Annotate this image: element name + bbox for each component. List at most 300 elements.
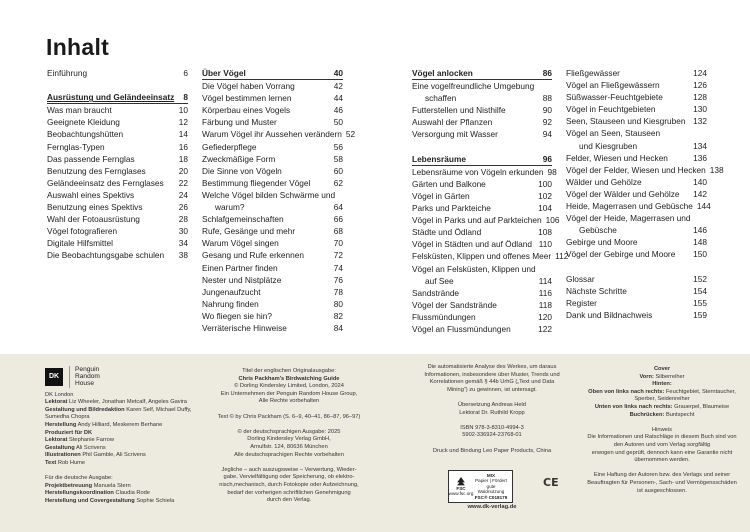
toc-page-number: 140	[693, 176, 707, 187]
toc-page-number	[703, 212, 707, 224]
toc-page-number: 155	[693, 297, 707, 308]
toc-entry	[47, 104, 188, 116]
toc-spacer	[47, 79, 188, 91]
credit-line	[45, 498, 205, 506]
credit-name: Ali Scrivens	[76, 444, 106, 451]
toc-entry-title: Seen, Stauseen und Kiesgruben	[566, 116, 686, 127]
toc-page-number: 112	[555, 251, 569, 262]
toc-page-number: 86	[542, 68, 552, 78]
toc-entry	[412, 166, 557, 178]
hint-line: Eine Haftung der Autoren bzw. des Verlags und seiner	[593, 472, 731, 479]
credit-name: Sumedha Chopra	[45, 414, 90, 421]
toc-entry-title: Sandstrände	[412, 287, 460, 298]
toc-page-number: 24	[178, 189, 188, 200]
toc-entry-title: schaffen	[425, 93, 457, 104]
toc-page-number: 62	[333, 177, 343, 188]
credit-line	[45, 414, 205, 422]
toc-entry-title: Benutzung eines Spektivs	[47, 202, 143, 213]
cover-credit-text: Grauerpel, Blaumeise	[674, 403, 730, 410]
toc-entry	[566, 188, 707, 200]
toc-page-number: 124	[693, 68, 707, 78]
toc-page-number: 88	[542, 93, 552, 104]
copyright-line: Text © by Chris Packham (S. 6–9, 40–41, 86–87, 96–97)	[217, 413, 361, 420]
toc-entry-title: warum?	[215, 202, 245, 213]
toc-entry	[202, 298, 343, 310]
toc-entry	[202, 80, 343, 92]
toc-page-number: 52	[345, 129, 356, 140]
toc-page-number: 8	[183, 92, 188, 103]
cover-credit-line	[587, 404, 737, 412]
cover-credit-text: Feuchtgebiet, Sterntaucher,	[665, 388, 736, 395]
toc-page-number: 6	[183, 68, 188, 78]
toc-page-number: 159	[693, 309, 707, 320]
toc-entry-title: Nester und Nistplätze	[202, 274, 282, 285]
toc-page-number: 134	[693, 140, 707, 151]
toc-entry-title: Vögel in Städten und auf Ödland	[412, 239, 532, 250]
toc-entry-title: Futterstellen und Nisthilfe	[412, 105, 506, 116]
toc-entry-title: Vögel anlocken	[412, 68, 473, 78]
copyright-line: Alle deutschsprachigen Rechte vorbehalten	[234, 451, 344, 458]
toc-page-number: 110	[538, 239, 552, 250]
toc-entry	[412, 178, 552, 190]
toc-entry	[47, 153, 188, 165]
legal-line: Mining“) zu gewinnen, ist untersagt.	[447, 386, 537, 393]
toc-page-number	[548, 263, 552, 275]
ce-mark-icon: CE	[543, 476, 559, 489]
toc-entry	[47, 237, 188, 249]
toc-entry	[202, 128, 356, 140]
toc-entry-title: Felder, Wiesen und Hecken	[566, 152, 668, 163]
copyright-line: Titel der englischen Originalausgabe:	[242, 368, 336, 374]
toc-entry	[412, 323, 552, 335]
fsc-text: MIX Papier | Fördert gute Waldnutzung FSC® C018179	[474, 473, 508, 500]
credit-line	[45, 483, 205, 491]
toc-page-number: 60	[333, 165, 343, 176]
toc-entry-title: Die Vögel haben Vorrang	[202, 81, 295, 92]
cover-credit-text: Sperber, Seidenreiher	[634, 396, 690, 403]
toc-entry-title: Nächste Schritte	[566, 285, 627, 296]
cover-credit-label: Vorn:	[639, 373, 654, 380]
credit-line	[45, 445, 205, 453]
legal-line: Übersetzung Andreas Held	[458, 401, 526, 408]
copyright-line: © Dorling Kindersley Limited, London, 2024	[234, 383, 344, 390]
toc-entry	[566, 248, 707, 260]
toc-page-number: 142	[693, 188, 707, 199]
toc-page-number: 98	[547, 166, 557, 177]
credit-role: Herstellung und Covergestaltung	[45, 497, 135, 504]
toc-entry	[47, 141, 188, 153]
hint-line: Die Informationen und Ratschläge in diesem Buch sind von	[587, 434, 737, 441]
toc-entry	[566, 236, 707, 248]
toc-entry	[202, 213, 343, 225]
toc-entry-title: Süßwasser-Feuchtgebiete	[566, 92, 663, 103]
toc-entry	[566, 115, 707, 127]
credit-line	[45, 468, 205, 476]
toc-entry	[566, 309, 707, 321]
toc-entry	[412, 128, 552, 140]
toc-entry-title: Digitale Hilfsmittel	[47, 238, 113, 249]
toc-entry-title: Vögel bestimmen lernen	[202, 93, 292, 104]
toc-entry-title: Wahl der Fotoausrüstung	[47, 214, 140, 225]
credit-line	[45, 490, 205, 498]
toc-entry-title: Gefiederpflege	[202, 141, 257, 152]
toc-entry-title: Beobachtungshütten	[47, 129, 124, 140]
toc-entry-title: Warum Vögel singen	[202, 238, 279, 249]
credit-name: Claudia Rode	[115, 490, 150, 497]
dk-logo-icon: DK	[45, 368, 63, 386]
toc-entry	[566, 200, 711, 212]
toc-entry-title: und Kiesgruben	[579, 140, 638, 151]
copyright-line: Alle Rechte vorbehalten	[258, 398, 320, 405]
toc-entry	[412, 263, 552, 275]
toc-entry-title: Städte und Ödland	[412, 227, 482, 238]
toc-entry	[566, 103, 707, 115]
toc-page-number: 120	[538, 311, 552, 322]
credit-role: Lektorat	[45, 399, 68, 406]
toc-entry	[47, 116, 188, 128]
url-container	[412, 354, 572, 532]
credit-role: Gestaltung und Bildredaktion	[45, 406, 125, 413]
toc-entry	[202, 225, 343, 237]
toc-entry	[566, 212, 707, 224]
toc-page-number: 56	[333, 141, 343, 152]
toc-entry-title: Vögel an Seen, Stauseen	[566, 128, 661, 139]
toc-page-number: 128	[693, 92, 707, 103]
credit-role: Herstellung	[45, 421, 77, 428]
hint-line: erwogen und geprüft, dennoch kann eine Garantie nicht	[591, 449, 733, 456]
toc-entry-title: Geländeeinsatz des Fernglases	[47, 177, 164, 188]
cover-credit-line	[587, 412, 737, 420]
toc-page-number: 108	[538, 227, 552, 238]
toc-page-number: 102	[538, 190, 552, 201]
cover-credit-label: Oben von links nach rechts:	[588, 388, 665, 395]
toc-page-number: 118	[538, 299, 552, 310]
toc-page-number: 136	[693, 152, 707, 163]
toc-entry	[412, 92, 552, 104]
toc-page-number: 20	[178, 165, 188, 176]
toc-page-number: 14	[178, 129, 188, 140]
toc-entry-title: Vögel der Heide, Magerrasen und	[566, 213, 691, 224]
toc-page-number: 64	[333, 202, 343, 213]
toc-entry-title: Lebensräume	[412, 153, 466, 164]
toc-page-number: 44	[333, 93, 343, 104]
toc-entry	[566, 273, 707, 285]
toc-page-number: 78	[333, 286, 343, 297]
credit-role: Gestaltung	[45, 444, 75, 451]
toc-page-number: 50	[333, 117, 343, 128]
legal-line: Korrelationen gemäß § 44b UrhG („Text und Data	[429, 379, 555, 386]
penguin-random-house-logo: Penguin Random House	[69, 366, 100, 388]
legal-line: ISBN 978-3-8310-4994-3	[460, 424, 524, 431]
legal-line: Die automatisierte Analyse des Werkes, um daraus	[427, 364, 557, 370]
publisher-url[interactable]: www.dk-verlag.de	[467, 504, 517, 510]
toc-entry	[412, 190, 552, 202]
toc-page-number: 116	[538, 287, 552, 298]
copyright-line	[213, 421, 365, 429]
copyright-line: © der deutschsprachigen Ausgabe: 2025	[237, 428, 341, 435]
credit-name: DK London	[45, 391, 74, 398]
cover-credit-label: Buchrücken:	[629, 411, 665, 418]
toc-page-number: 82	[333, 310, 343, 321]
toc-page-number: 84	[333, 322, 343, 333]
toc-entry	[202, 92, 343, 104]
toc-entry	[47, 67, 188, 79]
toc-page-number: 94	[542, 129, 552, 140]
toc-page-number	[703, 127, 707, 139]
toc-column-2	[202, 67, 356, 334]
cover-credit-label: Hinten:	[652, 381, 672, 388]
toc-page-number: 40	[333, 68, 343, 78]
toc-entry	[412, 275, 552, 287]
toc-entry-title: Fließgewässer	[566, 68, 620, 78]
toc-entry-title: auf See	[425, 275, 454, 286]
toc-entry	[202, 237, 343, 249]
copyright-line	[213, 459, 365, 467]
toc-entry-title: Einführung	[47, 68, 88, 78]
credit-line	[45, 430, 205, 438]
toc-entry	[47, 213, 188, 225]
toc-entry	[202, 262, 343, 274]
toc-entry-title: Auswahl der Pflanzen	[412, 117, 493, 128]
copyright-line: Jegliche – auch auszugsweise – Verwertung, Wieder-	[221, 466, 357, 473]
toc-entry	[566, 67, 707, 79]
page-title: Inhalt	[46, 34, 110, 60]
toc-spacer	[412, 141, 552, 153]
toc-entry	[412, 214, 560, 226]
toc-page-number: 10	[178, 105, 188, 116]
copyright-line: durch den Verlag.	[266, 497, 312, 504]
toc-entry-title: Parks und Parkteiche	[412, 203, 491, 214]
toc-entry-title: Das passende Fernglas	[47, 153, 135, 164]
toc-spacer	[566, 261, 707, 273]
toc-entry	[202, 104, 343, 116]
toc-entry	[202, 153, 343, 165]
toc-entry	[566, 297, 707, 309]
toc-page-number: 58	[333, 153, 343, 164]
toc-page-number: 16	[178, 141, 188, 152]
toc-page-number: 26	[178, 202, 188, 213]
credit-name: Andy Hilliard, Meskerem Berhane	[77, 421, 163, 428]
toc-entry-title: Versorgung mit Wasser	[412, 129, 498, 140]
legal-line: 5902-336924-23768-01	[462, 432, 522, 439]
cover-credit-text: Silberreiher	[655, 373, 685, 380]
hint-line: übernommen werden.	[634, 457, 690, 464]
toc-entry	[47, 165, 188, 177]
cover-credit-line	[587, 374, 737, 382]
toc-page-number	[339, 189, 343, 201]
imprint-credits	[45, 366, 205, 506]
toc-page-number: 90	[542, 105, 552, 116]
toc-section-heading	[47, 91, 188, 104]
toc-entry	[412, 250, 569, 262]
copyright-line: nisch,mechanisch, durch Fotokopie oder Aufzeichnung,	[219, 481, 359, 488]
toc-entry-title: Flussmündungen	[412, 311, 476, 322]
toc-page-number: 22	[178, 177, 188, 188]
toc-entry	[202, 189, 343, 201]
toc-entry	[202, 322, 343, 334]
toc-entry-title: Vögel der Sandstrände	[412, 299, 497, 310]
toc-entry-title: Die Sinne von Vögeln	[202, 165, 282, 176]
toc-entry-title: Felsküsten, Klippen und offenes Meer	[412, 251, 552, 262]
copyright-line: bedarf der vorherigen schriftlichen Genehmigung	[227, 489, 351, 496]
credit-name: Sophie Schiela	[136, 497, 175, 504]
toc-page-number: 132	[693, 116, 707, 127]
credit-line	[45, 452, 205, 460]
toc-page-number: 38	[178, 250, 188, 261]
toc-entry-title: Vögel an Fließgewässern	[566, 80, 660, 91]
toc-page-number: 74	[333, 262, 343, 273]
toc-column-1	[47, 67, 188, 262]
toc-entry-title: Vögel fotografieren	[47, 226, 118, 237]
toc-page-number: 138	[709, 164, 724, 175]
toc-page-number: 68	[333, 226, 343, 237]
legal-line: Druck und Bindung Leo Paper Products, China	[432, 447, 552, 454]
toc-page-number: 18	[178, 153, 188, 164]
toc-page-number: 92	[542, 117, 552, 128]
toc-entry	[47, 177, 188, 189]
toc-page-number: 72	[333, 250, 343, 261]
toc-entry-title: Über Vögel	[202, 68, 246, 78]
toc-entry-title: Gesang und Rufe erkennen	[202, 250, 304, 261]
toc-page-number: 100	[538, 178, 552, 189]
credit-role: Text	[45, 459, 57, 466]
imprint-cover-notes	[587, 366, 737, 495]
toc-entry-title: Rufe, Gesänge und mehr	[202, 226, 296, 237]
toc-entry	[202, 249, 343, 261]
credit-line	[45, 475, 205, 483]
toc-entry-title: Warum Vögel ihr Aussehen verändern	[202, 129, 342, 140]
toc-entry	[566, 127, 707, 139]
toc-page-number: 12	[178, 117, 188, 128]
toc-page-number: 152	[693, 273, 707, 284]
toc-page-number: 144	[696, 201, 711, 212]
toc-entry-title: Dank und Bildnachweis	[566, 309, 653, 320]
toc-entry	[566, 91, 707, 103]
copyright-line: gabe, Vervielfältigung oder Speicherung, ob elektro-	[223, 474, 355, 481]
toc-entry	[566, 152, 707, 164]
hint-line: Beauftragten für Personen-, Sach- und Vermögensschäden	[587, 479, 737, 486]
toc-entry-title: Verräterische Hinweise	[202, 322, 287, 333]
toc-entry-title: Vögel an Felsküsten, Klippen und	[412, 263, 536, 274]
toc-entry-title: Vögel in Gärten	[412, 190, 470, 201]
toc-page-number: 148	[693, 237, 707, 248]
toc-entry-title: Nahrung finden	[202, 298, 259, 309]
copyright-line: Arnulfstr. 124, 80636 München	[250, 443, 328, 450]
toc-page-number: 106	[545, 215, 560, 226]
toc-entry-title: Geeignete Kleidung	[47, 117, 120, 128]
toc-entry-title: Gebirge und Moore	[566, 237, 638, 248]
credit-line	[45, 407, 205, 415]
toc-entry-title: Vögel an Flussmündungen	[412, 323, 511, 334]
toc-entry-title: Vögel der Gebirge und Moore	[566, 249, 676, 260]
legal-line: Informationen, insbesondere über Muster, Trends und	[424, 371, 560, 378]
credit-line	[45, 399, 205, 407]
toc-entry	[412, 202, 552, 214]
toc-page-number: 80	[333, 298, 343, 309]
toc-entry-title: Jungenaufzucht	[202, 286, 261, 297]
cover-credit-line	[587, 381, 737, 389]
toc-page-number: 146	[693, 225, 707, 236]
toc-entry	[412, 287, 552, 299]
credit-line	[45, 422, 205, 430]
legal-line: Lektorat Dr. Ruthild Kropp	[459, 409, 525, 416]
toc-entry-title: Zweckmäßige Form	[202, 153, 276, 164]
hint-line: ist ausgeschlossen.	[637, 487, 687, 494]
toc-column-4	[566, 67, 724, 321]
cover-credit-label: Unten von links nach rechts:	[594, 403, 673, 410]
toc-entry	[566, 224, 707, 236]
toc-page-number: 30	[178, 226, 188, 237]
credit-role: Illustrationen	[45, 452, 81, 459]
copyright-line: Chris Packham’s Birdwatching Guide	[238, 375, 340, 382]
toc-entry-title: Schlafgemeinschaften	[202, 214, 284, 225]
toc-entry-title: Welche Vögel bilden Schwärme und	[202, 189, 336, 200]
toc-entry-title: Eine vogelfreundliche Umgebung	[412, 81, 535, 92]
copyright-line	[213, 406, 365, 414]
toc-page-number: 104	[538, 203, 552, 214]
toc-section-heading	[202, 67, 343, 80]
toc-entry	[202, 141, 343, 153]
publisher-logo	[45, 366, 205, 388]
toc-entry	[412, 299, 552, 311]
toc-entry	[202, 165, 343, 177]
credit-role: Herstellungskoordination	[45, 490, 114, 497]
copyright-line: Dorling Kindersley Verlag GmbH,	[247, 436, 331, 443]
hint-line: den Autoren und vom Verlag sorgfältig	[613, 441, 711, 448]
cover-heading: Cover	[653, 366, 671, 372]
toc-entry	[47, 189, 188, 201]
toc-entry-title: Färbung und Muster	[202, 117, 277, 128]
toc-entry	[202, 274, 343, 286]
toc-entry-title: Körperbau eines Vogels	[202, 105, 291, 116]
toc-section-heading	[412, 67, 552, 80]
imprint-footer	[0, 354, 750, 532]
toc-page-number: 34	[178, 238, 188, 249]
toc-entry-title: Vögel der Felder, Wiesen und Hecken	[566, 164, 706, 175]
toc-entry-title: Wälder und Gehölze	[566, 176, 642, 187]
credit-name: Karen Self, Michael Duffy,	[126, 406, 192, 413]
toc-entry	[47, 128, 188, 140]
toc-entry	[47, 225, 188, 237]
imprint-copyright	[213, 368, 365, 505]
toc-entry	[47, 201, 188, 213]
credit-name: Manuela Stern	[93, 482, 131, 489]
credit-role: Produziert für DK	[45, 429, 93, 436]
toc-entry	[412, 104, 552, 116]
toc-entry-title: Die Beobachtungsgabe schulen	[47, 250, 165, 261]
toc-entry	[566, 79, 707, 91]
toc-section-heading	[412, 153, 552, 166]
toc-entry	[412, 226, 552, 238]
credit-name: Stephanie Farrow	[69, 437, 114, 444]
toc-entry	[412, 80, 552, 92]
toc-entry-title: Heide, Magerrasen und Gebüsche	[566, 201, 693, 212]
toc-entry	[566, 164, 724, 176]
toc-page-number: 76	[333, 274, 343, 285]
toc-entry	[202, 201, 343, 213]
toc-entry-title: Benutzung des Fernglases	[47, 165, 146, 176]
toc-entry	[202, 177, 343, 189]
toc-page-number: 114	[538, 275, 552, 286]
toc-page-number: 150	[693, 249, 707, 260]
toc-page-number: 28	[178, 214, 188, 225]
toc-page-number: 96	[542, 153, 552, 164]
toc-entry-title: Vögel in Parks und auf Parkteichen	[412, 215, 542, 226]
toc-page-number: 70	[333, 238, 343, 249]
toc-entry	[412, 238, 552, 250]
toc-entry-title: Vögel der Wälder und Gehölze	[566, 188, 680, 199]
credit-line	[45, 437, 205, 445]
